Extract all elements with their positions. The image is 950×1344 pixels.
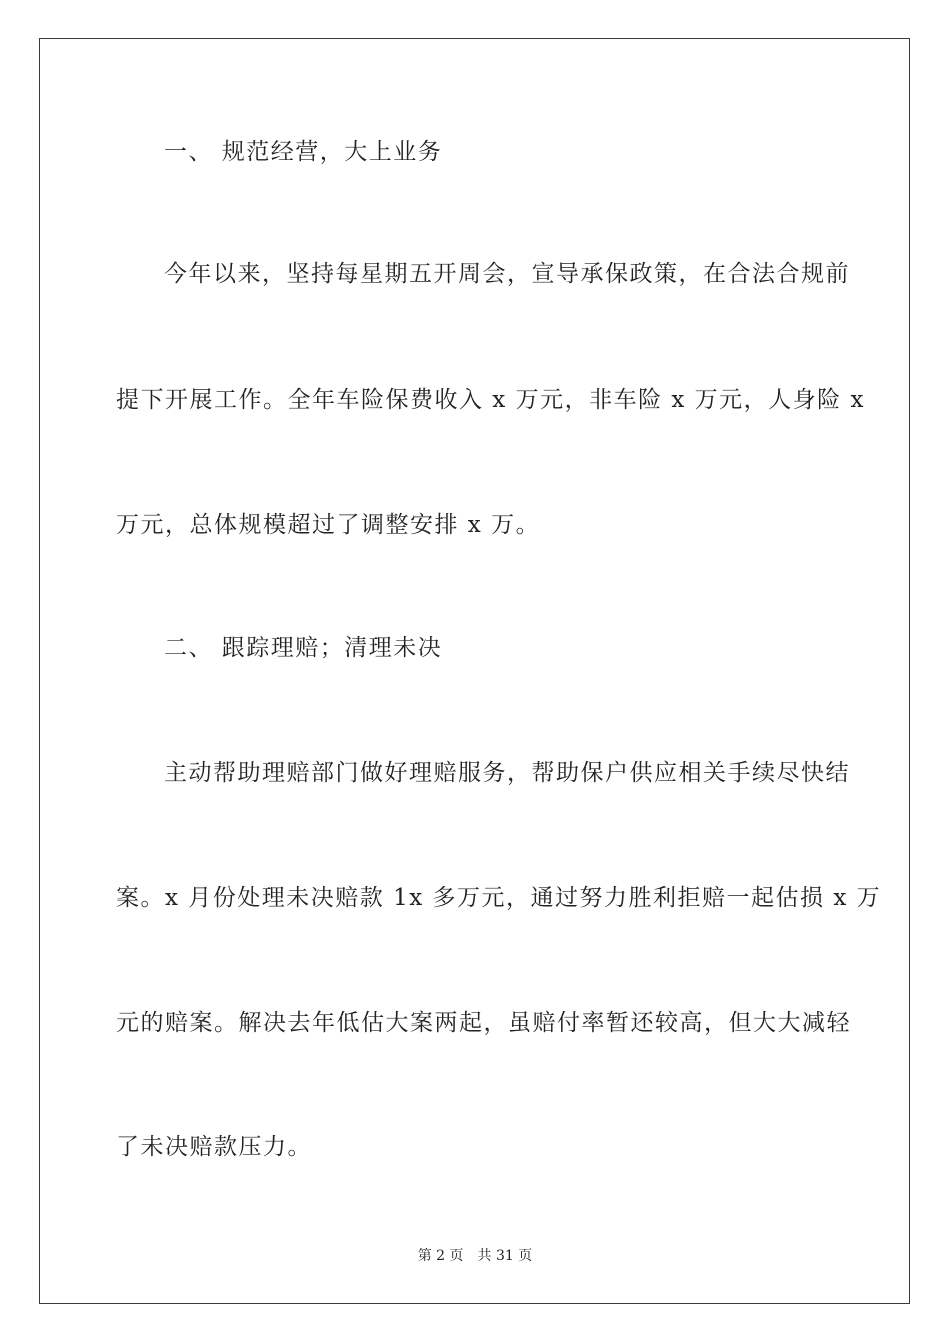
paragraph-line: 了未决赔款压力。 <box>116 1134 312 1160</box>
paragraph-line: 案。x 月份处理未决赔款 1x 多万元，通过努力胜利拒赔一起估损 x 万 <box>116 885 882 911</box>
paragraph-line: 主动帮助理赔部门做好理赔服务，帮助保户供应相关手续尽快结 <box>164 760 850 786</box>
paragraph-line: 今年以来，坚持每星期五开周会，宣导承保政策，在合法合规前 <box>164 261 850 287</box>
section-heading-1: 一、 规范经营，大上业务 <box>164 139 443 165</box>
paragraph-line: 万元，总体规模超过了调整安排 x 万。 <box>116 512 541 538</box>
page-footer <box>0 1246 950 1266</box>
section-heading-2: 二、 跟踪理赔；清理未决 <box>164 635 443 661</box>
page-total: 共 31 页 <box>477 1248 533 1264</box>
page-border <box>39 38 910 1304</box>
paragraph-line: 元的赔案。解决去年低估大案两起，虽赔付率暂还较高，但大大减轻 <box>116 1010 851 1036</box>
paragraph-line: 提下开展工作。全年车险保费收入 x 万元，非车险 x 万元，人身险 x <box>116 387 865 413</box>
page-number: 第 2 页 <box>417 1248 464 1264</box>
